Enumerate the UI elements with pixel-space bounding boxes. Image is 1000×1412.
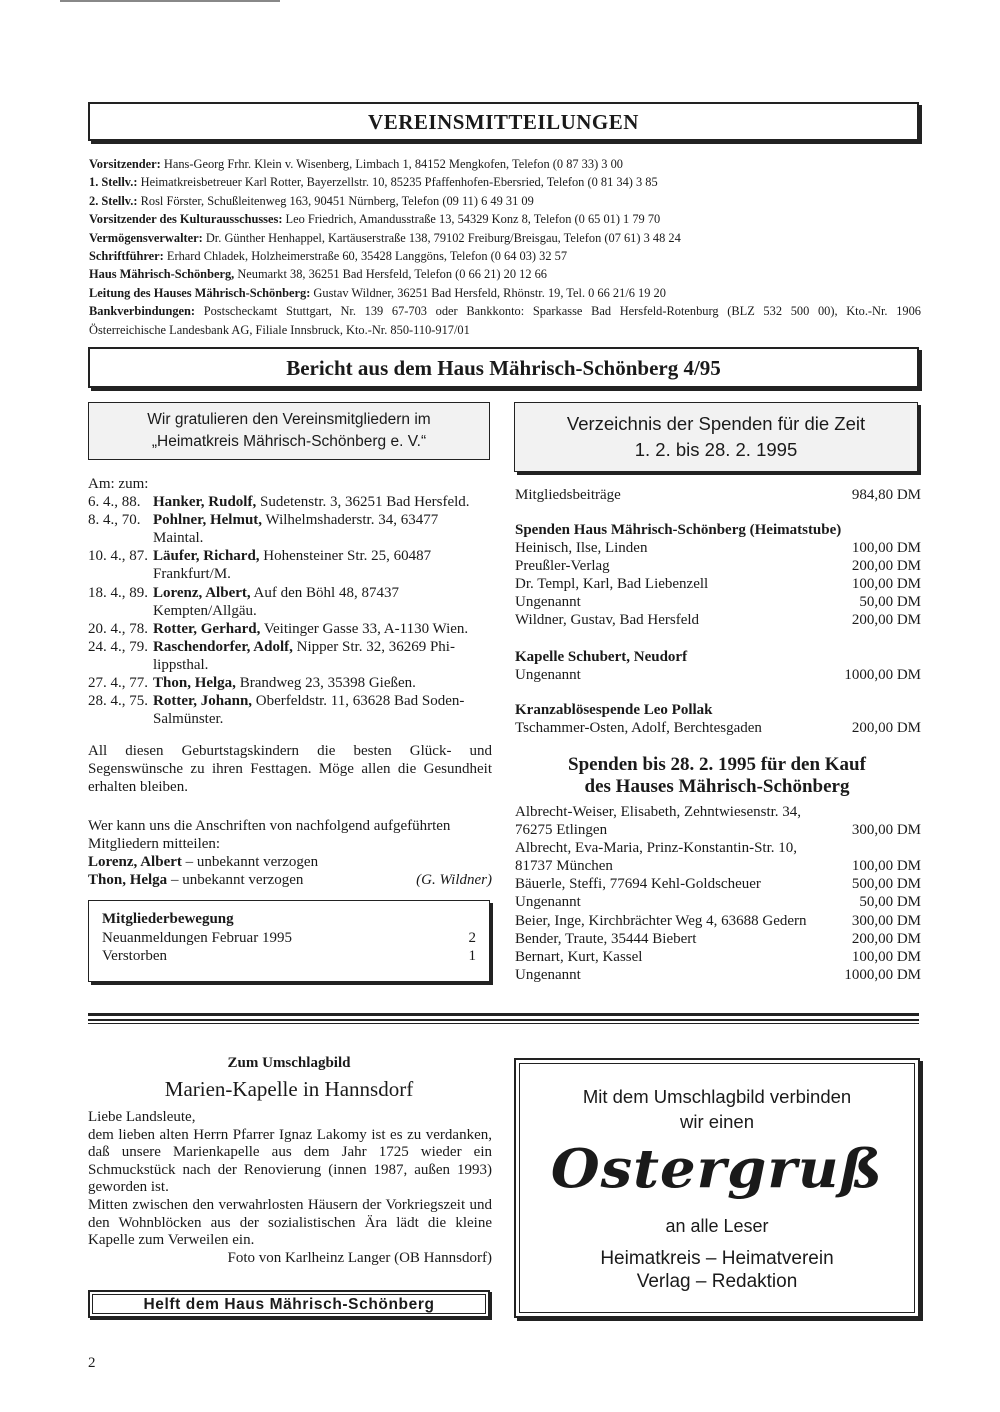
- donor-name: Heinisch, Ilse, Linden: [515, 540, 648, 557]
- unknown-name: Thon, Helga: [88, 872, 168, 889]
- birthday-name: Läufer, Richard,: [153, 548, 260, 565]
- contact-row: [89, 173, 921, 191]
- birthday-date: 8. 4., 70.: [88, 512, 141, 529]
- contact-text: Hans-Georg Frhr. Klein v. Wisenberg, Limbach 1, 84152 Mengkofen, Telefon (0 87 33) 3 00: [160, 157, 623, 171]
- member-movement-box: [88, 900, 490, 982]
- member-row-value: 1: [468, 948, 476, 964]
- member-row-label: Neuanmeldungen Februar 1995: [102, 929, 292, 946]
- unknown-row: [88, 853, 492, 871]
- purchase-title: [515, 754, 919, 798]
- cover-title: Marien-Kapelle in Hannsdorf: [164, 1077, 414, 1101]
- association-title: VEREINSMITTEILUNGEN: [368, 110, 639, 134]
- table-row: [515, 557, 921, 575]
- contact-label: 1. Stellv.:: [89, 175, 138, 190]
- birthday-name: Hanker, Rudolf,: [153, 494, 257, 511]
- list-item: [88, 620, 492, 638]
- donor-amount: 500,00 DM: [851, 876, 921, 893]
- contact-label: Leitung des Hauses Mährisch-Schönberg:: [89, 285, 311, 300]
- member-row-label: Verstorben: [102, 948, 167, 964]
- easter-line-4: Heimatkreis – Heimatverein: [600, 1248, 834, 1269]
- birthday-address: Brandweg 23, 35398 Gießen.: [235, 675, 416, 692]
- birthday-name: Rotter, Johann,: [153, 693, 253, 710]
- table-row: [515, 719, 921, 737]
- donor-name: Tschammer-Osten, Adolf, Berchtesgaden: [515, 720, 762, 737]
- birthday-name: Rotter, Gerhard,: [153, 620, 261, 637]
- donor-amount: 300,00 DM: [851, 912, 921, 929]
- table-row: [515, 893, 921, 911]
- donations-title-2: 1. 2. bis 28. 2. 1995: [634, 439, 798, 460]
- donor-name: Bender, Traute, 35444 Biebert: [515, 930, 697, 947]
- contact-row: [89, 265, 921, 283]
- cover-paragraph-2: Mitten zwischen den verwahrlosten Häusern der Vorkriegszeit und den Wohnblöcken aus der sozialistischen Ära lädt die kleine Kapelle zum Verweilen ein.: [88, 1196, 492, 1249]
- donor-name: Ungenannt: [515, 966, 581, 983]
- donor-amount: 200,00 DM: [851, 720, 921, 737]
- contact-text: Leo Friedrich, Amandusstraße 13, 54329 Konz 8, Telefon (0 65 01) 1 79 70: [282, 212, 661, 227]
- easter-greeting-word: Ostergruß: [550, 1137, 884, 1201]
- birthday-name: Pohlner, Helmut,: [153, 512, 263, 529]
- easter-line-2: wir einen: [679, 1111, 755, 1132]
- donor-amount: 200,00 DM: [851, 612, 921, 629]
- birthday-address-cont: Kempten/Allgäu.: [153, 602, 257, 619]
- birthday-date: 18. 4., 89.: [88, 584, 148, 601]
- cover-text: [88, 1109, 492, 1267]
- member-movement-title: Mitgliederbewegung: [102, 911, 234, 927]
- table-row: [102, 947, 476, 966]
- birthday-date: 28. 4., 75.: [88, 693, 148, 710]
- donor-name: 81737 München: [515, 858, 613, 875]
- report-title: Bericht aus dem Haus Mährisch-Schönberg 4/95: [286, 356, 721, 380]
- contact-label: Vorsitzender:: [89, 157, 161, 171]
- congrats-line-1: Wir gratulieren den Vereinsmitgliedern im: [147, 411, 431, 428]
- birthday-address: Veitinger Gasse 33, A-1130 Wien.: [260, 620, 469, 637]
- query-text: Wer kann uns die Anschriften von nachfolgend aufgeführten Mitgliedern mitteilen:: [88, 818, 451, 853]
- donor-amount: 50,00 DM: [859, 594, 921, 611]
- unknown-note: – unbekannt verzogen: [167, 872, 304, 889]
- donor-amount: 100,00 DM: [851, 858, 921, 875]
- cover-paragraph-1: dem lieben alten Herrn Pfarrer Ignaz Lakomy ist es zu verdanken, daß unsere Marienkapelle aus dem Jahr 1725 wieder ein Schmuckstück nach der Renovierung (innen 1987, außen 1993) geworden ist.: [88, 1126, 492, 1196]
- contact-row: [89, 192, 921, 210]
- purchase-donations: [515, 803, 921, 984]
- list-item: [88, 511, 492, 547]
- birthday-address-cont: Maintal.: [153, 530, 204, 547]
- donor-amount: 50,00 DM: [859, 894, 921, 911]
- table-row: [102, 929, 476, 948]
- birthday-address-cont: lippsthal.: [153, 656, 209, 673]
- birthday-address-cont: Salmünster.: [153, 711, 224, 728]
- birthday-address: Wilhelmshaderstr. 34, 63477: [262, 512, 439, 529]
- donor-name: Preußler-Verlag: [515, 558, 610, 575]
- contact-row: [89, 210, 921, 228]
- table-row: [515, 875, 921, 893]
- birthday-address: Sudetenstr. 3, 36251 Bad Hersfeld.: [256, 494, 470, 511]
- contact-row: [89, 155, 921, 173]
- contact-text: Gustav Wildner, 36251 Bad Hersfeld, Rhönstr. 19, Tel. 0 66 21/6 19 20: [310, 285, 666, 300]
- donor-name: Dr. Templ, Karl, Bad Liebenzell: [515, 576, 709, 593]
- table-row: [515, 930, 921, 948]
- donor-amount: 200,00 DM: [851, 930, 921, 947]
- donor-name: Bernart, Kurt, Kassel: [515, 948, 643, 965]
- donor-amount: 1000,00 DM: [844, 667, 921, 684]
- photo-credit: Foto von Karlheinz Langer (OB Hannsdorf): [227, 1249, 492, 1266]
- birthday-date: 24. 4., 79.: [88, 638, 148, 655]
- birthday-intro: Am: zum:: [88, 476, 149, 492]
- top-edge-mark: [60, 0, 280, 2]
- help-banner: [88, 1290, 490, 1318]
- birthday-address-cont: Frankfurt/M.: [153, 566, 231, 583]
- bank-row-2: Österreichische Landesbank AG, Filiale Innsbruck, Kto.-Nr. 850-110-917/01: [89, 322, 470, 337]
- contact-label: Schriftführer:: [89, 249, 164, 264]
- association-title-box: [88, 102, 919, 141]
- contact-label: Vermögensverwalter:: [89, 230, 203, 245]
- birthday-address: Nipper Str. 32, 36269 Phi-: [292, 638, 455, 655]
- donor-amount: 100,00 DM: [851, 540, 921, 557]
- donor-name: Ungenannt: [515, 667, 581, 684]
- donations-title-box: [514, 402, 918, 472]
- signature: (G. Wildner): [416, 872, 492, 889]
- report-title-box: [88, 347, 919, 388]
- table-row: [515, 912, 921, 930]
- list-item: [88, 638, 492, 674]
- fees-label: Mitgliedsbeiträge: [515, 487, 621, 503]
- purchase-donor-line: Albrecht-Weiser, Elisabeth, Zehntwiesenstr. 34,: [515, 804, 802, 820]
- bank-label: Bankverbindungen:: [89, 304, 196, 319]
- birthday-address: Oberfeldstr. 11, 63628 Bad Soden-: [252, 693, 465, 710]
- easter-line-1: Mit dem Umschlagbild verbinden: [582, 1086, 852, 1107]
- contact-row: [89, 284, 921, 302]
- help-banner-text: Helft dem Haus Mährisch-Schönberg: [92, 1294, 486, 1314]
- list-item: [88, 493, 492, 511]
- table-row: [515, 575, 921, 593]
- contact-text: Rosl Förster, Schußleitenweg 163, 90451 Nürnberg, Telefon (09 11) 6 49 31 09: [137, 193, 534, 208]
- table-row: [515, 948, 921, 966]
- section-divider: [88, 1013, 919, 1016]
- donations-title-1: Verzeichnis der Spenden für die Zeit: [566, 413, 866, 434]
- easter-greeting-box: [514, 1058, 920, 1318]
- donation-section-title: Spenden Haus Mährisch-Schönberg (Heimatstube): [515, 522, 842, 538]
- contact-text: Neumarkt 38, 36251 Bad Hersfeld, Telefon (0 66 21) 20 12 66: [234, 267, 548, 282]
- table-row: [515, 821, 921, 839]
- easter-line-3: an alle Leser: [665, 1216, 769, 1236]
- table-row: [515, 611, 921, 629]
- table-row: [515, 539, 921, 557]
- donor-name: Wildner, Gustav, Bad Hersfeld: [515, 612, 700, 629]
- table-row: [515, 593, 921, 611]
- cover-greeting: Liebe Landsleute,: [88, 1109, 196, 1125]
- donation-section-title: Kapelle Schubert, Neudorf: [515, 649, 688, 665]
- unknown-row: [88, 871, 492, 889]
- contact-text: Heimatkreisbetreuer Karl Rotter, Bayerzellstr. 10, 85235 Pfaffenhofen-Ebersried, Telefon (0 81 34) 3 85: [137, 175, 658, 190]
- birthday-address: Hohensteiner Str. 25, 60487: [259, 548, 432, 565]
- birthday-wish: All diesen Geburtstagskindern die besten Glück- und Segenswünsche zu ihren Festtagen. Möge allen die Gesundheit erhalten bleiben.: [88, 743, 492, 796]
- section-divider: [88, 1019, 919, 1021]
- page-number: 2: [88, 1355, 96, 1371]
- donation-section-kapelle: [515, 648, 921, 684]
- birthday-date: 20. 4., 78.: [88, 620, 148, 637]
- easter-line-5: Verlag – Redaktion: [636, 1271, 798, 1292]
- congrats-box: [88, 402, 490, 460]
- bank-line-1: Postscheckamt Stuttgart, Nr. 139 67-703 oder Bankkonto: Sparkasse Bad Hersfeld-Rotenburg (BLZ 532 500 00), Kto.-Nr. 1906: [195, 304, 921, 319]
- contact-list: [89, 155, 921, 339]
- birthday-address: Auf den Böhl 48, 87437: [250, 584, 399, 601]
- donation-section-title: Kranzablösespende Leo Pollak: [515, 702, 713, 718]
- member-row-value: 2: [468, 929, 476, 946]
- birthday-name: Raschendorfer, Adolf,: [153, 638, 293, 655]
- contact-label: Haus Mährisch-Schönberg,: [89, 267, 235, 282]
- list-item: [88, 692, 492, 728]
- donor-name: Ungenannt: [515, 894, 581, 911]
- birthday-date: 27. 4., 77.: [88, 675, 148, 692]
- fees-row: [515, 486, 921, 504]
- list-item: [88, 547, 492, 583]
- contact-row: [89, 229, 921, 247]
- donor-amount: 1000,00 DM: [844, 966, 921, 983]
- table-row: [515, 666, 921, 684]
- contact-label: 2. Stellv.:: [89, 193, 138, 208]
- birthday-list: [88, 475, 492, 728]
- contact-row: [89, 247, 921, 265]
- unknown-name: Lorenz, Albert: [88, 854, 182, 871]
- list-item: [88, 584, 492, 620]
- donor-name: Ungenannt: [515, 594, 581, 611]
- cover-kicker: Zum Umschlagbild: [227, 1055, 351, 1071]
- donor-name: 76275 Etlingen: [515, 822, 608, 839]
- birthday-name: Lorenz, Albert,: [153, 584, 251, 601]
- purchase-donor-line: Albrecht, Eva-Maria, Prinz-Konstantin-Str. 10,: [515, 840, 798, 857]
- donor-name: Beier, Inge, Kirchbrächter Weg 4, 63688 Gedern: [515, 912, 807, 929]
- congrats-line-2: „Heimatkreis Mährisch-Schönberg e. V.“: [151, 433, 427, 450]
- birthday-date: 6. 4., 88.: [88, 494, 141, 511]
- address-query: [88, 817, 492, 889]
- contact-text: Erhard Chladek, Holzheimerstraße 60, 35428 Langgöns, Telefon (0 64 03) 32 57: [163, 249, 568, 264]
- contact-label: Vorsitzender des Kulturausschusses:: [89, 212, 283, 227]
- bank-row: [89, 302, 921, 320]
- section-divider: [88, 1023, 919, 1024]
- contact-text: Dr. Günther Henhappel, Kartäuserstraße 138, 79102 Freiburg/Breisgau, Telefon (07 61) 3 48 24: [202, 230, 681, 245]
- unknown-note: – unbekannt verzogen: [181, 854, 319, 871]
- donor-amount: 200,00 DM: [851, 558, 921, 575]
- fees-amount: 984,80 DM: [851, 487, 921, 503]
- donation-section-heimatstube: [515, 521, 921, 630]
- birthday-date: 10. 4., 87.: [88, 548, 148, 565]
- birthday-name: Thon, Helga,: [153, 675, 236, 692]
- table-row: [515, 966, 921, 984]
- donor-amount: 300,00 DM: [851, 822, 921, 839]
- purchase-title-1: Spenden bis 28. 2. 1995 für den Kauf: [568, 754, 866, 775]
- donation-section-kranz: [515, 701, 921, 737]
- purchase-title-2: des Hauses Mährisch-Schönberg: [584, 776, 850, 797]
- donor-amount: 100,00 DM: [851, 948, 921, 965]
- donor-amount: 100,00 DM: [851, 576, 921, 593]
- list-item: [88, 674, 492, 692]
- table-row: [515, 857, 921, 875]
- donor-name: Bäuerle, Steffi, 77694 Kehl-Goldscheuer: [515, 876, 761, 893]
